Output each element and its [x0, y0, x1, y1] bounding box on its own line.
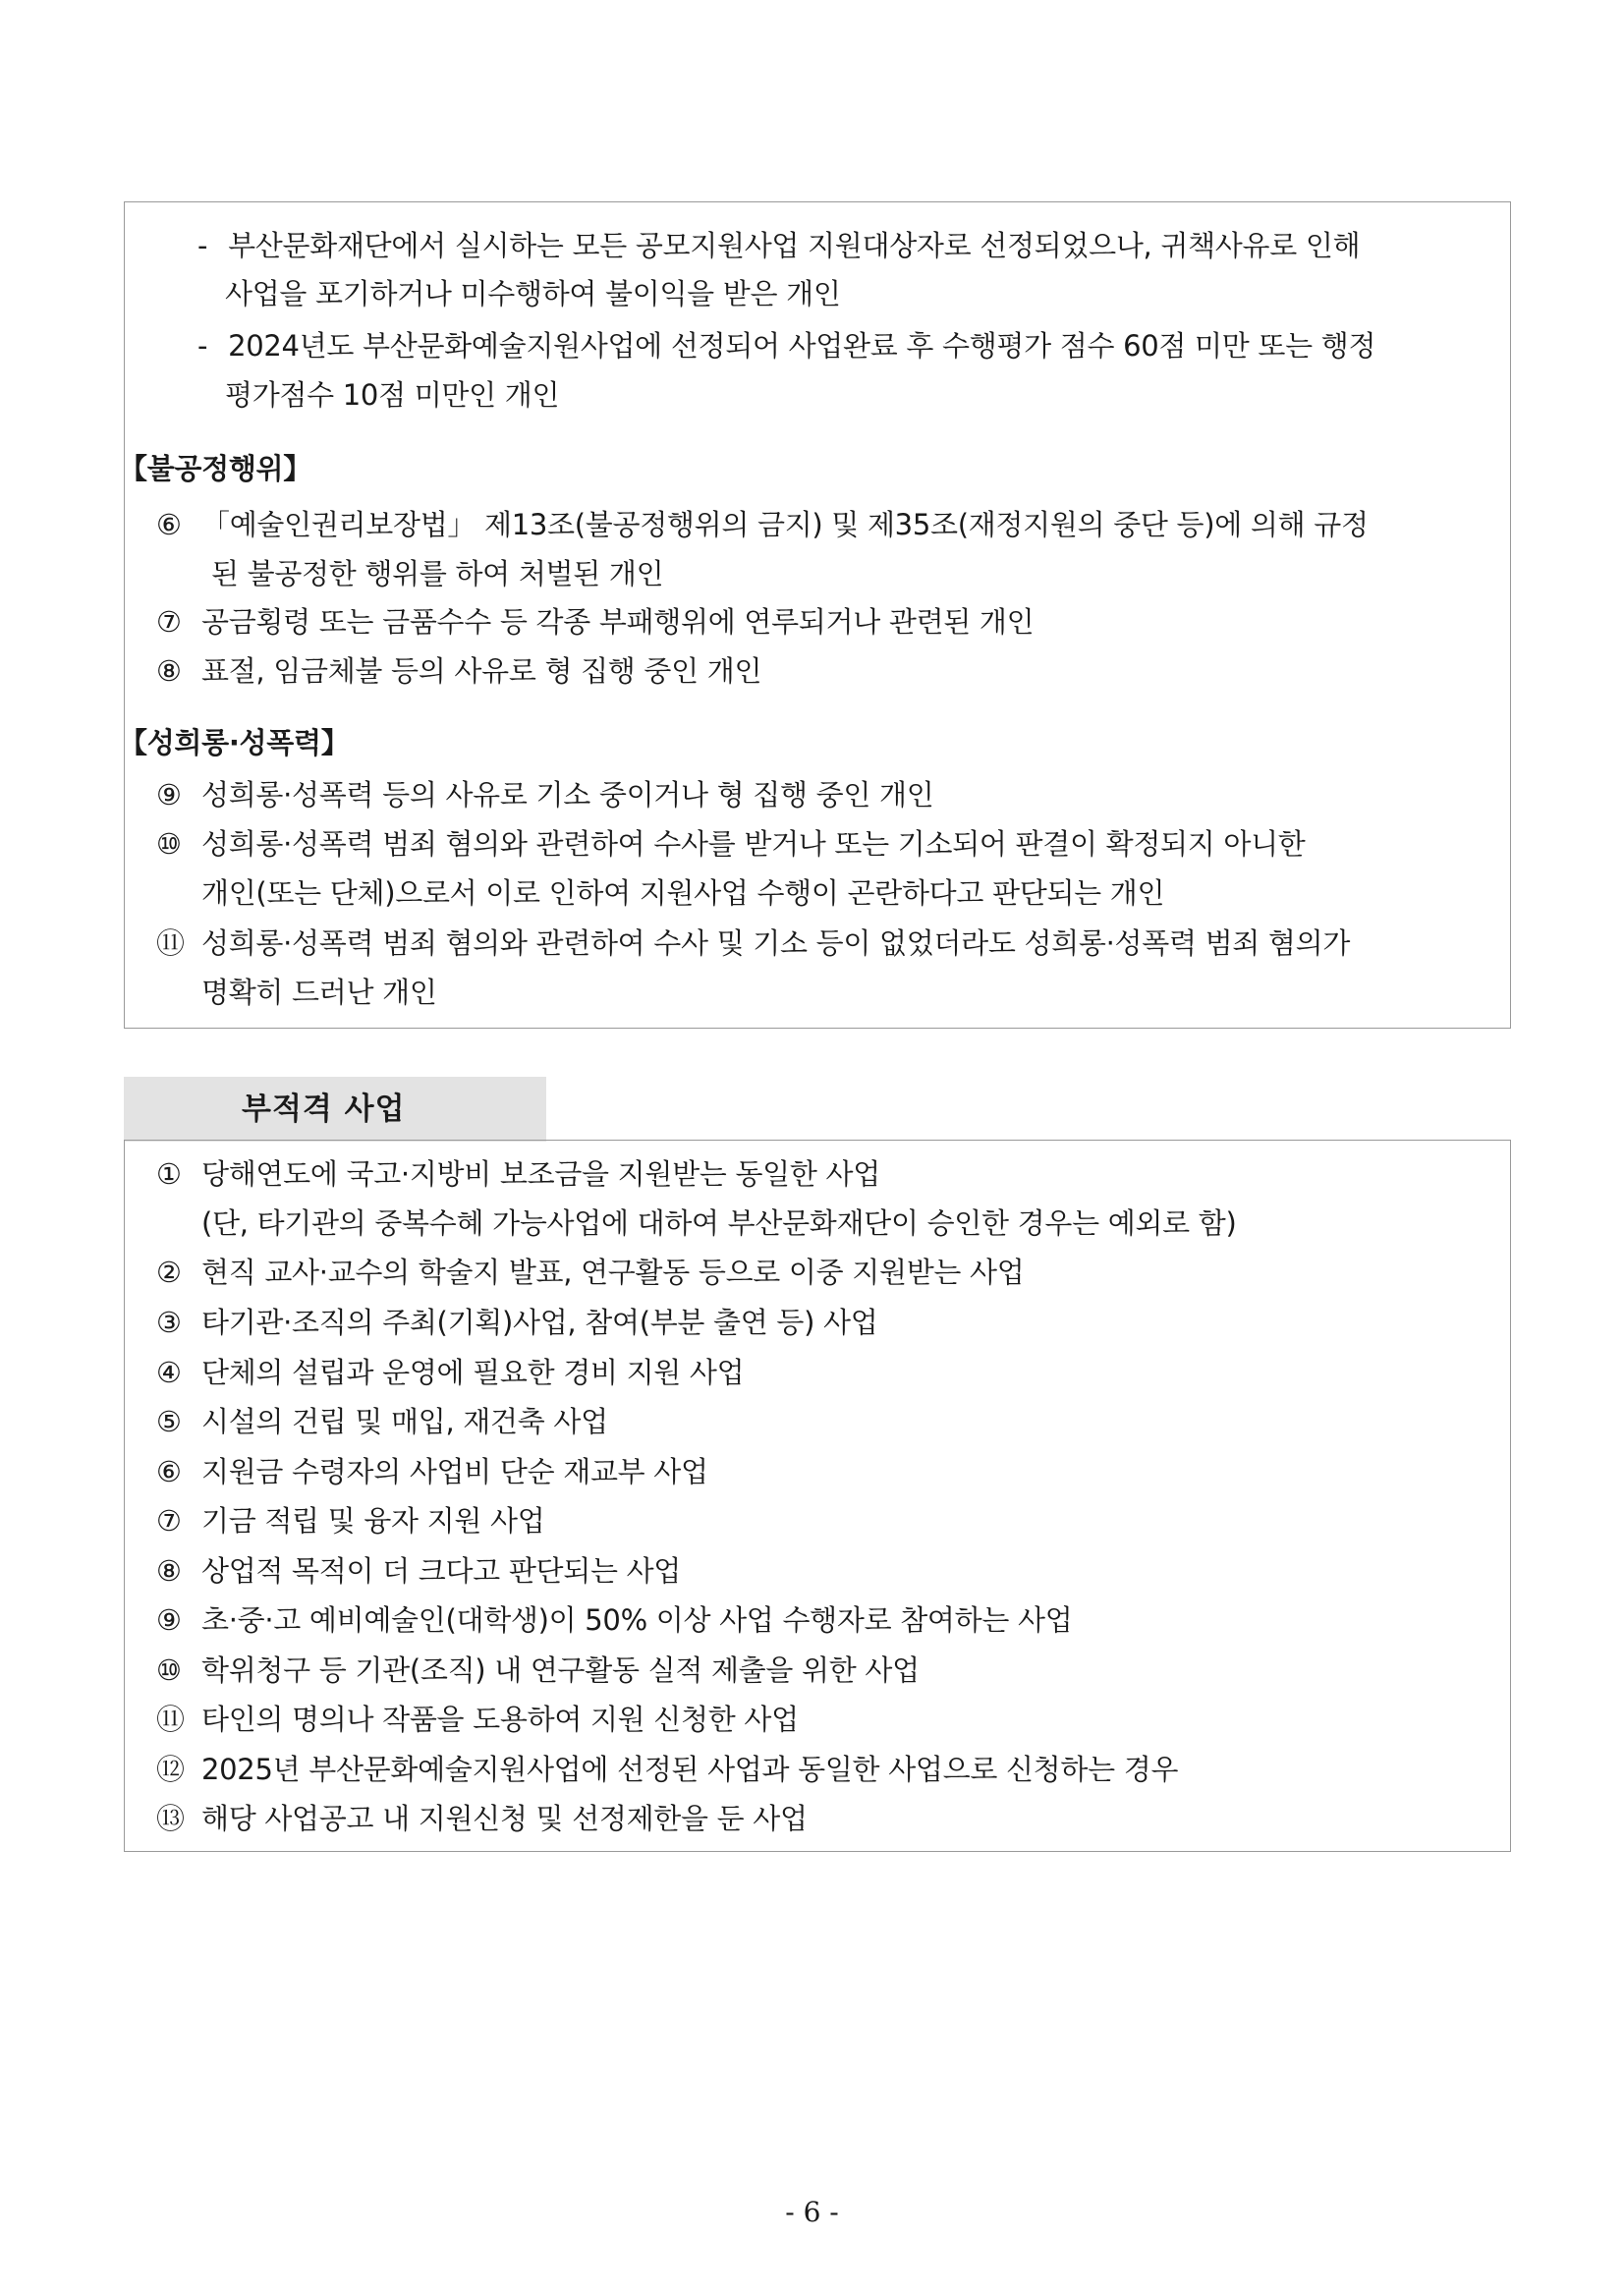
sexual-item-10-cont: 개인(또는 단체)으로서 이로 인하여 지원사업 수행이 곤란하다고 판단되는 개인 — [201, 876, 1165, 910]
ineligible-item-9: ⑨ 초·중·고 예비예술인(대학생)이 50% 이상 사업 수행자로 참여하는 사업 — [156, 1603, 1073, 1637]
ineligible-item-1: ① 당해연도에 국고·지방비 보조금을 지원받는 동일한 사업 — [156, 1157, 880, 1191]
sexual-item-11-cont: 명확히 드러난 개인 — [201, 976, 437, 1009]
dash-item-1-line-1: - 부산문화재단에서 실시하는 모든 공모지원사업 지원대상자로 선정되었으나, 귀책사유로 인해 — [197, 229, 1361, 262]
ineligible-item-7: ⑦ 기금 적립 및 융자 지원 사업 — [156, 1504, 545, 1538]
ineligible-item-3: ③ 타기관·조직의 주최(기획)사업, 참여(부분 출연 등) 사업 — [156, 1306, 878, 1339]
ineligible-item-11: ⑪ 타인의 명의나 작품을 도용하여 지원 신청한 사업 — [156, 1703, 799, 1736]
restriction-box — [119, 201, 1511, 1029]
dash-item-2-line-1: - 2024년도 부산문화예술지원사업에 선정되어 사업완료 후 수행평가 점수 60점 미만 또는 행정 — [197, 329, 1376, 363]
ineligible-item-13: ⑬ 해당 사업공고 내 지원신청 및 선정제한을 둔 사업 — [156, 1802, 808, 1835]
ineligible-item-6: ⑥ 지원금 수령자의 사업비 단순 재교부 사업 — [156, 1455, 708, 1488]
ineligible-projects-title: 부적격 사업 — [242, 1092, 406, 1127]
unfair-item-7: ⑦ 공금횡령 또는 금품수수 등 각종 부패행위에 연루되거나 관련된 개인 — [156, 605, 1035, 639]
ineligible-item-5: ⑤ 시설의 건립 및 매입, 재건축 사업 — [156, 1405, 608, 1438]
ineligible-item-1-cont: (단, 타기관의 중복수혜 가능사업에 대하여 부산문화재단이 승인한 경우는 예외로 함) — [201, 1206, 1237, 1240]
ineligible-item-8: ⑧ 상업적 목적이 더 크다고 판단되는 사업 — [156, 1554, 682, 1588]
dash-item-1-line-2: 사업을 포기하거나 미수행하여 불이익을 받은 개인 — [225, 277, 841, 310]
unfair-item-8: ⑧ 표절, 임금체불 등의 사유로 형 집행 중인 개인 — [156, 654, 762, 688]
unfair-item-6-cont: 된 불공정한 행위를 하여 처벌된 개인 — [211, 557, 664, 590]
ineligible-item-10: ⑩ 학위청구 등 기관(조직) 내 연구활동 실적 제출을 위한 사업 — [156, 1653, 920, 1687]
unfair-item-6: ⑥ 「예술인권리보장법」 제13조(불공정행위의 금지) 및 제35조(재정지원의 중단 등)에 의해 규정 — [156, 508, 1369, 541]
ineligible-item-2: ② 현직 교사·교수의 학술지 발표, 연구활동 등으로 이중 지원받는 사업 — [156, 1256, 1025, 1289]
sexual-item-9: ⑨ 성희롱·성폭력 등의 사유로 기소 중이거나 형 집행 중인 개인 — [156, 778, 934, 812]
ineligible-projects-box — [124, 1140, 1511, 1852]
ineligible-item-4: ④ 단체의 설립과 운영에 필요한 경비 지원 사업 — [156, 1356, 745, 1389]
section-heading-unfair: 【불공정행위】 — [119, 452, 311, 485]
dash-item-2-line-2: 평가점수 10점 미만인 개인 — [225, 378, 560, 412]
section-heading-sexual: 【성희롱·성폭력】 — [119, 726, 350, 759]
ineligible-projects-tab — [124, 1077, 546, 1142]
ineligible-item-12: ⑫ 2025년 부산문화예술지원사업에 선정된 사업과 동일한 사업으로 신청하는 경우 — [156, 1753, 1179, 1786]
sexual-item-10: ⑩ 성희롱·성폭력 범죄 혐의와 관련하여 수사를 받거나 또는 기소되어 판결이 확정되지 아니한 — [156, 827, 1306, 861]
page-number: - 6 - — [785, 2196, 839, 2228]
sexual-item-11: ⑪ 성희롱·성폭력 범죄 혐의와 관련하여 수사 및 기소 등이 없었더라도 성희롱·성폭력 범죄 혐의가 — [156, 926, 1351, 960]
